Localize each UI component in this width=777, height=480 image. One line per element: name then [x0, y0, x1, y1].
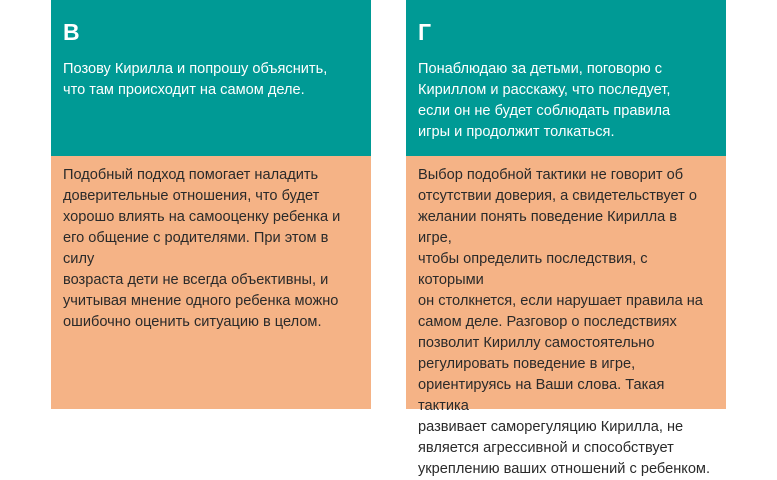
card-header[interactable]	[51, 0, 371, 156]
option-letter: В	[63, 19, 80, 45]
answer-card-option-g[interactable]	[406, 0, 726, 477]
card-body	[51, 156, 371, 409]
option-question: Позову Кирилла и попрошу объяснить, что там происходит на самом деле.	[63, 61, 328, 98]
card-header[interactable]	[406, 0, 726, 156]
option-explanation: Выбор подобной тактики не говорит об отсутствии доверия, а свидетельствует о желании понять поведение Кирилла в игре, чтобы определить последствия, с которыми он столкнется, если нарушает правила на самом деле. Разговор о последствиях позволит Кириллу самостоятельно регулировать поведение в игре, ориентируясь на Ваши слова. Такая тактика развивает саморегуляцию Кирилла, не является агрессивной и способствует укреплению ваших отношений с ребенком.	[418, 167, 711, 477]
option-question: Понаблюдаю за детьми, поговорю с Кириллом и расскажу, что последует, если он не будет соблюдать правила игры и продолжит толкаться.	[418, 61, 671, 140]
option-explanation: Подобный подход помогает наладить доверительные отношения, что будет хорошо влиять на самооценку ребенка и его общение с родителями. При этом в силу возраста дети не всегда объективны, и учитывая мнение одного ребенка можно ошибочно оценить ситуацию в целом.	[63, 167, 341, 330]
answer-card-option-v[interactable]	[51, 0, 371, 409]
option-letter: Г	[418, 19, 432, 45]
card-body	[406, 156, 726, 477]
